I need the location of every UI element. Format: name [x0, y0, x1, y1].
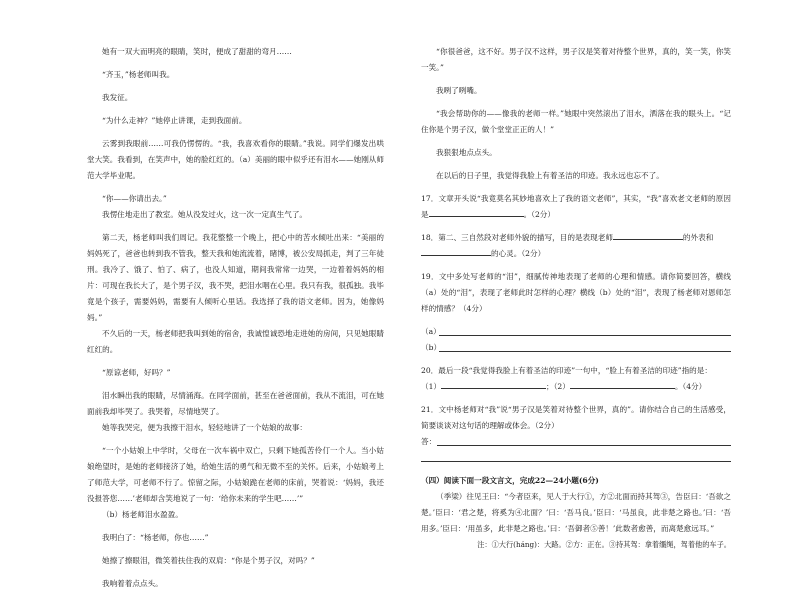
question-20-answers: （1） ；（2） 。（4分） — [421, 379, 731, 395]
paragraph: 她等我哭完，便为我擦干泪水，轻轻地讲了一个姑娘的故事： — [102, 423, 308, 432]
paragraph: 她擦了擦眼泪，微笑着扶住我的双肩：“你是个男子汉，对吗？” — [102, 556, 315, 565]
paragraph: “一个小姑娘上中学时，父母在一次车祸中双亡，只剩下她孤苦伶仃一个人。当小姑娘绝望时，是她的老师接济了她，给她生活的勇气和无微不至的关怀。后来，小姑娘考上了师范大学，可老师不行了。惊留之际，小姑娘跪在老师的床前，哭着说：‘妈妈，我还没报答您……’老师却含笑地说了一句：‘给你未来的学生吧……’” — [87, 446, 384, 503]
answer-line-a[interactable]: （a） — [421, 324, 731, 340]
answer-line-21b[interactable] — [421, 450, 731, 466]
question-19: 19．文中多处写老师的“泪”，细腻传神地表现了老师的心理和情感。请你简要回答，横线（a）处的“泪”，表现了老师此时怎样的心理？横线（b）处的“泪”，表现了杨老师对恩师怎样的情感？（4分） — [421, 272, 731, 313]
paragraph: “原谅老师，好吗？” — [102, 368, 171, 377]
paragraph: 不久后的一天，杨老师把我叫到她的宿舍，我诚惶诚恐地走进她的房间，只见她眼睛红红的。 — [87, 329, 384, 354]
footnote: 注：①大行(háng)：大路。②方：正在。③持其驾：拿着缰绳，驾着他的车子。 — [477, 540, 731, 549]
paragraph: “我会帮助你的——像我的老师一样。”她眼中突然滚出了泪水，洒落在我的眼头上。“记住你是个男子汉，做个堂堂正正的人！” — [421, 109, 731, 134]
paragraph: 我咧了咧嘴。 — [436, 86, 482, 95]
answer-line-b[interactable]: （b） — [421, 340, 731, 356]
paragraph: 她有一双大而明亮的眼睛，笑时，便成了甜甜的弯月…… — [102, 47, 292, 56]
paragraph: 云雾到我眼前……可我仍愣愣的。“我，我喜欢看你的眼睛。”我说。同学们爆发出哄堂大笑。我看到，在笑声中，她的脸红红的。（a）美丽的眼中似乎还有泪水——她刚从师范大学毕业呢。 — [87, 139, 384, 180]
question-21: 21．文中杨老师对“我”说“男子汉是笑着对待整个世界，真的”。请你结合自己的生活感受，简要谈谈对这句话的理解或体会。（2分） — [421, 405, 731, 430]
answer-blank[interactable] — [613, 230, 683, 240]
paragraph: “你很爸爸，这不好。男子汉不这样，男子汉是笑着对待整个世界，真的，笑一笑，你笑一笑。” — [421, 47, 731, 72]
paragraph: 第二天，杨老师叫我们周记。我花整整一个晚上，把心中的苦水倾吐出来：“美丽的妈妈死了，爸爸也转到我不管我，整天我和她流流着，睹博，被公安局抓走，判了三年徒刑。我冷了、饿了、怕了、病了，也没人知道，期间我常常一边哭，一边着着妈妈的相片：可现在我长大了，是个男子汉，我不哭，把泪水咽在心里。我只有我，很孤独。我毕竟是个孩子，需要妈妈，需要有人倾听心里话。我选择了我的语文老师。因为，她像妈妈。” — [87, 233, 384, 322]
paragraph: 我狠狠地点点头。 — [436, 148, 497, 157]
question-20: 20．最后一段“我觉得我脸上有着圣洁的印迹”一句中，“脸上有着圣洁的印迹”指的是： — [421, 366, 712, 375]
question-18: 18．第二、三自然段对老师外貌的描写，目的是表现老师 的外表和 的心灵。（2分） — [421, 230, 731, 262]
right-column — [421, 44, 731, 552]
paragraph: 我响着着点点头。 — [102, 579, 163, 588]
answer-blank[interactable] — [441, 379, 546, 389]
paragraph: 我发征。 — [102, 93, 133, 102]
answer-line-21[interactable]: 答： — [421, 434, 731, 450]
answer-blank[interactable] — [421, 246, 491, 256]
paragraph: 在以后的日子里，我觉得我脸上有着圣洁的印迹。我永远也忘不了。 — [436, 171, 664, 180]
paragraph: （b）杨老师泪水盈盈。 — [102, 510, 183, 519]
paragraph: 泪水瞬出我的眼睛，尽情涌海。在同学面前，甚至在爸爸面前，我从不流泪，可在她面前我却毕哭了。我哭着，尽情地哭了。 — [87, 391, 384, 416]
paragraph: 我明白了：“杨老师，你也……” — [102, 533, 209, 542]
question-17: 17．文章开头说“我竟莫名其妙地喜欢上了我的语文老师”，其实，“我”喜欢老文老师的原因是 。（2分） — [421, 194, 731, 219]
paragraph: 我愣住地走出了教室。她从没发过火，这一次一定真生气了。 — [102, 210, 308, 219]
answer-blank[interactable] — [429, 207, 524, 217]
paragraph: “你——你请出去。” — [102, 194, 167, 203]
paragraph: “为什么走神？”她停止讲课，走到我面前。 — [102, 116, 247, 125]
paragraph: “齐玉，”杨老师叫我。 — [102, 70, 175, 79]
answer-blank[interactable] — [570, 379, 675, 389]
classical-text: （季梁）往见王曰：“今者臣来，见人于大行①，方②北面而持其驾③，告臣曰：‘吾欲之楚。’臣曰：‘君之楚，将奚为④北面？’曰：‘吾马良。’臣曰：‘马虽良，此非楚之路也。’曰：‘吾用多。’臣曰：‘用虽多，此非楚之路也。’曰：‘吾御者⑤善！’此数者愈善，而离楚愈远耳。” — [421, 492, 731, 533]
left-column — [87, 44, 384, 592]
section-title: （四）阅读下面一段文言文，完成22—24小题(6分) — [421, 476, 599, 485]
